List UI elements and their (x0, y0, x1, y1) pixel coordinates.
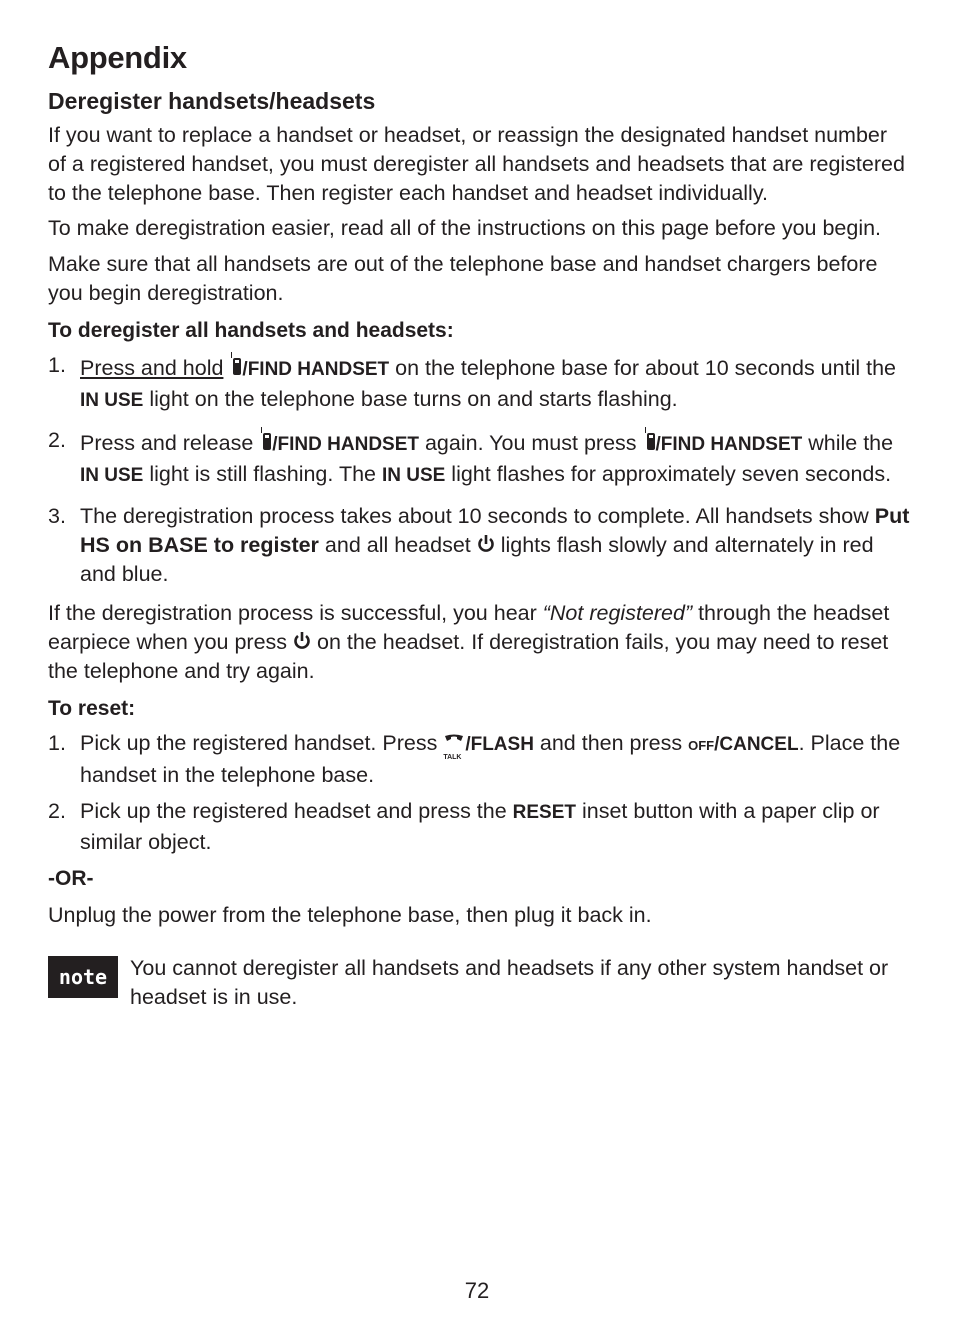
section-heading: Deregister handsets/headsets (48, 88, 376, 114)
deregister-step-3: 3. The deregistration process takes about 10 seconds to complete. All handsets show Put HS on BASE to register and all headset lights flash slowly and alternately in red and blue. (48, 503, 910, 586)
reset-step-1: 1. Pick up the registered handset. Press TALK /FLASH and then press OFF/CANCEL. Place the handset in the telephone base. (48, 730, 901, 787)
intro-paragraph-3: Make sure that all handsets are out of the telephone base and handset chargers before you begin deregistration. (48, 252, 878, 305)
intro-paragraph-1: If you want to replace a handset or headset, or reassign the designated handset number of a registered handset, you must deregister all handsets and headsets that are registered to the telephone base. Then register each handset and headset individually. (48, 123, 905, 205)
or-separator: -OR- (48, 866, 94, 890)
note-label: note (48, 956, 118, 998)
reset-step-2: 2. Pick up the registered headset and press the RESET inset button with a paper clip or similar object. (48, 799, 880, 855)
power-icon (293, 631, 311, 651)
handset-icon (259, 426, 272, 452)
note-text: You cannot deregister all handsets and headsets if any other system handset or headset is in use. (130, 955, 889, 1009)
handset-icon (229, 351, 242, 377)
display-message: Put HS on BASE to register (80, 503, 910, 557)
deregister-step-2: 2. Press and release /FIND HANDSET again. You must press /FIND HANDSET while the IN USE light is still flashing. The IN USE light flashes for approximately seven seconds. (48, 428, 894, 487)
unplug-instruction: Unplug the power from the telephone base, then plug it back in. (48, 902, 652, 927)
deregister-step-1: 1. Press and hold /FIND HANDSET on the telephone base for about 10 seconds until the IN USE light on the telephone base turns on and starts flashing. (48, 352, 896, 411)
talk-key-icon: TALK (443, 733, 465, 753)
deregister-subheading: To deregister all handsets and headsets: (48, 318, 454, 342)
note-block (48, 954, 910, 1012)
intro-paragraph-2: To make deregistration easier, read all of the instructions on this page before you begin. (48, 216, 882, 241)
page-content (48, 40, 910, 1011)
deregister-steps (48, 351, 910, 589)
reset-steps (48, 729, 910, 857)
page-number: 72 (464, 1278, 490, 1303)
power-icon (477, 534, 495, 554)
reset-subheading: To reset: (48, 696, 136, 720)
handset-icon (643, 426, 656, 452)
result-paragraph: If the deregistration process is successful, you hear “Not registered” through the headset earpiece when you press on the headset. If deregistration fails, you may need to reset the telephone and try again. (48, 601, 890, 683)
section-title: Appendix (48, 40, 187, 75)
